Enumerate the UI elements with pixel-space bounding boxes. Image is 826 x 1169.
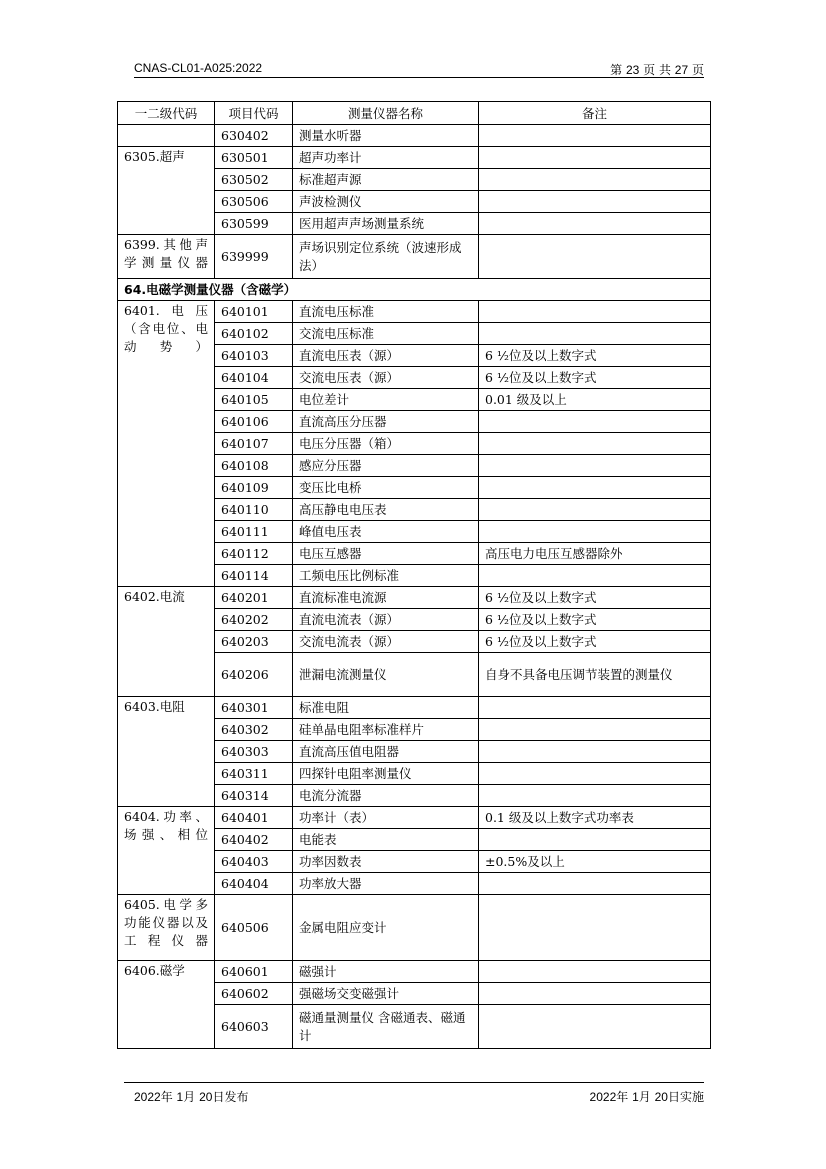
column-header: 项目代码 xyxy=(215,102,293,125)
instrument-name: 标准超声源 xyxy=(293,169,479,191)
section-row xyxy=(118,279,711,301)
item-code: 640101 xyxy=(215,301,293,323)
instrument-name: 高压静电电压表 xyxy=(293,499,479,521)
remark xyxy=(479,565,711,587)
remark xyxy=(479,169,711,191)
remark xyxy=(479,829,711,851)
group-code: 6402.电流 xyxy=(118,587,215,697)
item-code: 640506 xyxy=(215,895,293,961)
remark xyxy=(479,213,711,235)
remark: 0.01 级及以上 xyxy=(479,389,711,411)
item-code: 640111 xyxy=(215,521,293,543)
item-code: 640302 xyxy=(215,719,293,741)
section-title: 64.电磁学测量仪器（含磁学） xyxy=(118,279,711,301)
item-code: 640112 xyxy=(215,543,293,565)
table-row xyxy=(118,125,711,147)
table-row xyxy=(118,147,711,169)
table-row xyxy=(118,235,711,279)
item-code: 630502 xyxy=(215,169,293,191)
remark xyxy=(479,873,711,895)
table-row xyxy=(118,807,711,829)
table-header-row xyxy=(118,102,711,125)
instrument-table xyxy=(117,101,711,1049)
item-code: 630501 xyxy=(215,147,293,169)
column-header: 一二级代码 xyxy=(118,102,215,125)
remark xyxy=(479,455,711,477)
document-id: CNAS-CL01-A025:2022 xyxy=(134,61,263,75)
remark: 自身不具备电压调节装置的测量仪 xyxy=(479,653,711,697)
instrument-name: 交流电流表（源） xyxy=(293,631,479,653)
item-code: 639999 xyxy=(215,235,293,279)
item-code: 640603 xyxy=(215,1005,293,1049)
remark: 6 ½位及以上数字式 xyxy=(479,367,711,389)
instrument-name: 强磁场交变磁强计 xyxy=(293,983,479,1005)
group-code: 6403.电阻 xyxy=(118,697,215,807)
remark xyxy=(479,895,711,961)
remark xyxy=(479,1005,711,1049)
instrument-name: 医用超声声场测量系统 xyxy=(293,213,479,235)
remark xyxy=(479,521,711,543)
remark xyxy=(479,785,711,807)
column-header: 备注 xyxy=(479,102,711,125)
item-code: 640203 xyxy=(215,631,293,653)
table-row xyxy=(118,301,711,323)
item-code: 640403 xyxy=(215,851,293,873)
instrument-name: 直流标准电流源 xyxy=(293,587,479,609)
instrument-name: 变压比电桥 xyxy=(293,477,479,499)
item-code: 630402 xyxy=(215,125,293,147)
item-code: 640107 xyxy=(215,433,293,455)
remark xyxy=(479,719,711,741)
instrument-name: 声场识别定位系统（波速形成法） xyxy=(293,235,479,279)
item-code: 640103 xyxy=(215,345,293,367)
instrument-name: 直流电压表（源） xyxy=(293,345,479,367)
instrument-name: 泄漏电流测量仪 xyxy=(293,653,479,697)
item-code: 630506 xyxy=(215,191,293,213)
instrument-name: 直流电压标准 xyxy=(293,301,479,323)
instrument-name: 感应分压器 xyxy=(293,455,479,477)
instrument-name: 磁强计 xyxy=(293,961,479,983)
page-footer xyxy=(124,1082,704,1104)
publish-date: 2022年 1月 20日发布 xyxy=(134,1090,249,1104)
remark: 6 ½位及以上数字式 xyxy=(479,587,711,609)
remark xyxy=(479,147,711,169)
instrument-name: 直流电流表（源） xyxy=(293,609,479,631)
instrument-name: 金属电阻应变计 xyxy=(293,895,479,961)
remark xyxy=(479,499,711,521)
page-number: 第 23 页 共 27 页 xyxy=(610,63,704,77)
item-code: 640104 xyxy=(215,367,293,389)
remark: 6 ½位及以上数字式 xyxy=(479,609,711,631)
item-code: 640404 xyxy=(215,873,293,895)
instrument-name: 交流电压表（源） xyxy=(293,367,479,389)
remark xyxy=(479,697,711,719)
item-code: 640206 xyxy=(215,653,293,697)
implementation-date: 2022年 1月 20日实施 xyxy=(589,1090,704,1104)
instrument-name: 功率放大器 xyxy=(293,873,479,895)
instrument-name: 标准电阻 xyxy=(293,697,479,719)
instrument-name: 交流电压标准 xyxy=(293,323,479,345)
instrument-name: 四探针电阻率测量仪 xyxy=(293,763,479,785)
instrument-name: 工频电压比例标准 xyxy=(293,565,479,587)
instrument-name: 功率因数表 xyxy=(293,851,479,873)
item-code: 640105 xyxy=(215,389,293,411)
instrument-name: 直流高压值电阻器 xyxy=(293,741,479,763)
remark: 6 ½位及以上数字式 xyxy=(479,345,711,367)
instrument-name: 电能表 xyxy=(293,829,479,851)
table-row xyxy=(118,697,711,719)
group-code: 6406.磁学 xyxy=(118,961,215,1049)
remark xyxy=(479,323,711,345)
item-code: 640109 xyxy=(215,477,293,499)
instrument-name: 测量水听器 xyxy=(293,125,479,147)
item-code: 630599 xyxy=(215,213,293,235)
item-code: 640301 xyxy=(215,697,293,719)
item-code: 640114 xyxy=(215,565,293,587)
item-code: 640110 xyxy=(215,499,293,521)
instrument-name: 直流高压分压器 xyxy=(293,411,479,433)
remark xyxy=(479,763,711,785)
group-code: 6404.功率、场强、相位 xyxy=(118,807,215,895)
group-code: 6401.电压（含电位、电动势） xyxy=(118,301,215,587)
instrument-name: 硅单晶电阻率标准样片 xyxy=(293,719,479,741)
remark xyxy=(479,411,711,433)
item-code: 640601 xyxy=(215,961,293,983)
item-code: 640303 xyxy=(215,741,293,763)
remark xyxy=(479,125,711,147)
remark: 0.1 级及以上数字式功率表 xyxy=(479,807,711,829)
instrument-name: 功率计（表） xyxy=(293,807,479,829)
group-cell xyxy=(118,125,215,147)
item-code: 640311 xyxy=(215,763,293,785)
item-code: 640106 xyxy=(215,411,293,433)
column-header: 测量仪器名称 xyxy=(293,102,479,125)
instrument-name: 电压分压器（箱） xyxy=(293,433,479,455)
instrument-name: 电压互感器 xyxy=(293,543,479,565)
item-code: 640108 xyxy=(215,455,293,477)
instrument-name: 超声功率计 xyxy=(293,147,479,169)
item-code: 640401 xyxy=(215,807,293,829)
table-row xyxy=(118,961,711,983)
item-code: 640102 xyxy=(215,323,293,345)
remark xyxy=(479,983,711,1005)
item-code: 640602 xyxy=(215,983,293,1005)
group-code: 6405.电学多功能仪器以及工程仪器 xyxy=(118,895,215,961)
remark xyxy=(479,961,711,983)
remark xyxy=(479,301,711,323)
instrument-name: 磁通量测量仪 含磁通表、磁通计 xyxy=(293,1005,479,1049)
instrument-name: 电位差计 xyxy=(293,389,479,411)
item-code: 640402 xyxy=(215,829,293,851)
remark xyxy=(479,741,711,763)
remark: ±0.5%及以上 xyxy=(479,851,711,873)
instrument-name: 声波检测仪 xyxy=(293,191,479,213)
item-code: 640314 xyxy=(215,785,293,807)
instrument-name: 电流分流器 xyxy=(293,785,479,807)
remark xyxy=(479,433,711,455)
table-row xyxy=(118,895,711,961)
remark xyxy=(479,477,711,499)
instrument-name: 峰值电压表 xyxy=(293,521,479,543)
remark xyxy=(479,191,711,213)
page-header xyxy=(134,59,704,78)
group-code: 6399.其他声学测量仪器 xyxy=(118,235,215,279)
table-row xyxy=(118,587,711,609)
item-code: 640201 xyxy=(215,587,293,609)
group-code: 6305.超声 xyxy=(118,147,215,235)
item-code: 640202 xyxy=(215,609,293,631)
remark: 高压电力电压互感器除外 xyxy=(479,543,711,565)
remark: 6 ½位及以上数字式 xyxy=(479,631,711,653)
remark xyxy=(479,235,711,279)
